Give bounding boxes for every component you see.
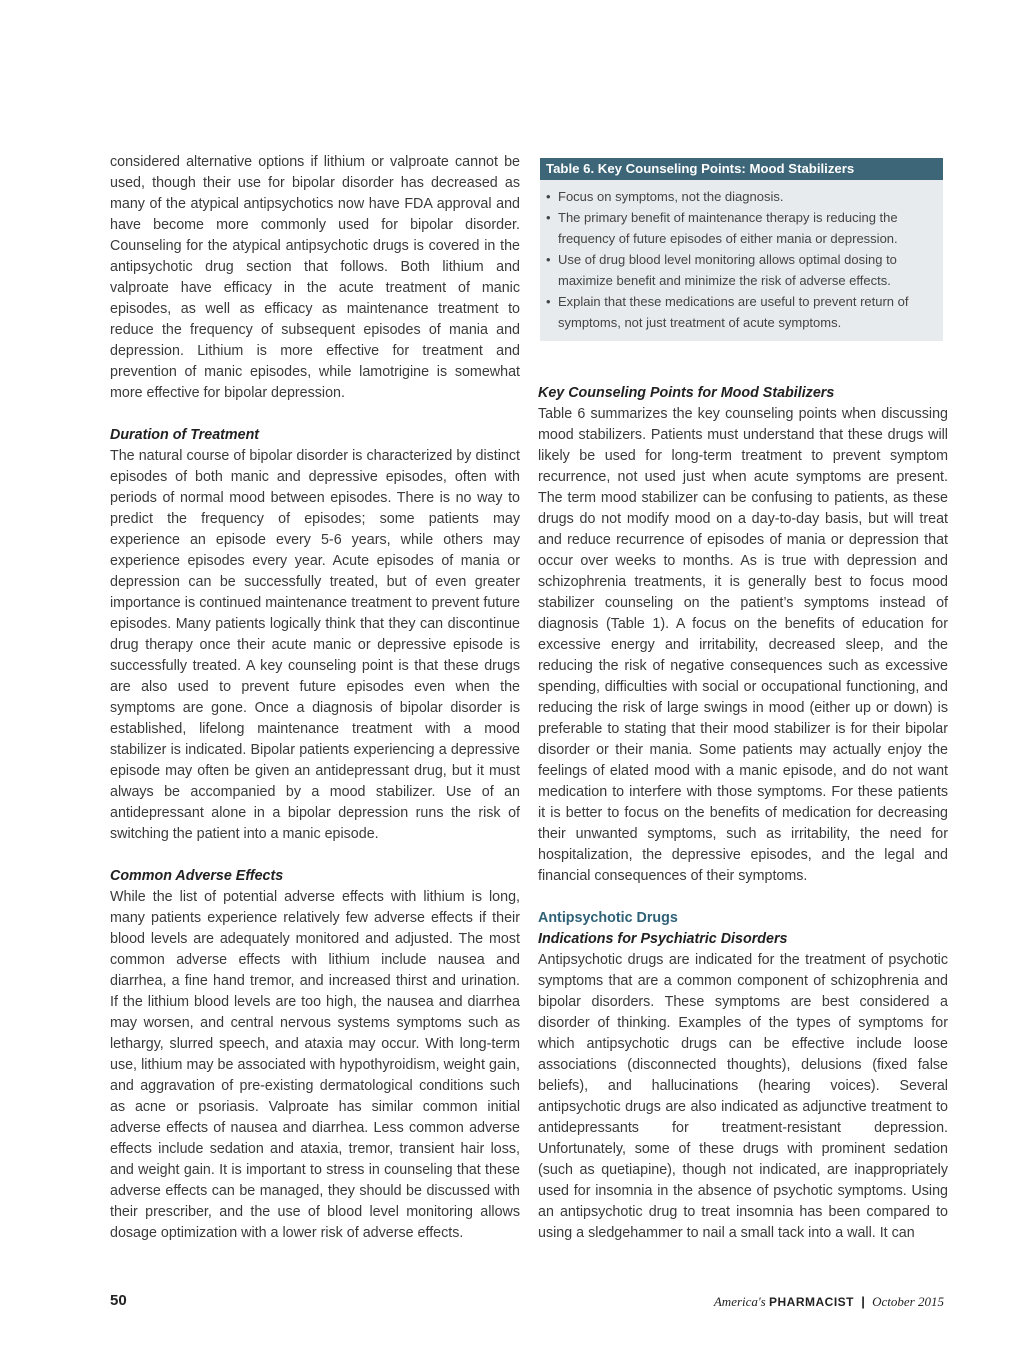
table-6-item: • Use of drug blood level monitoring allows optimal dosing to maximize benefit and minimize the risk of adverse effects. — [546, 249, 935, 291]
intro-paragraph: considered alternative options if lithium or valproate cannot be used, though their use for bipolar disorder has decreased as many of the atypical antipsychotics now have FDA approval and have become more commonly used for bipolar disorder. Counseling for the atypical antipsychotic drugs is covered in the antipsychotic drug section that follows. Both lithium and valproate have efficacy in the acute treatment of manic episodes, as well as efficacy as maintenance treatment to reduce the frequency of subsequent episodes of mania and depression. Lithium is more effective for treatment and prevention of manic episodes, while lamotrigine is somewhat more effective for bipolar depression. — [110, 154, 520, 401]
duration-paragraph: The natural course of bipolar disorder is characterized by distinct episodes of both manic and depressive episodes, often with periods of normal mood between episodes. There is no way to predict the frequency of episodes; some patients may experience an episode every 5-6 years, while others may experience episodes every year. Acute episodes of mania or depression can be successfully treated, but of even greater importance is continued maintenance treatment to prevent future episodes. Many patients logically think that they can discontinue drug therapy once their acute manic or depressive episode is successfully treated. A key counseling point is that these drugs are also used to prevent future episodes even when the symptoms are gone. Once a diagnosis of bipolar disorder is established, lifelong maintenance treatment with a mood stabilizer is indicated. Bipolar patients experiencing a depressive episode may often be given an antidepressant drug, but it must always be accompanied by a mood stabilizer. Use of an antidepressant alone in a bipolar depression runs the risk of switching the patient into a manic episode. — [110, 448, 520, 842]
key-counseling-heading: Key Counseling Points for Mood Stabilizers — [538, 385, 835, 401]
adverse-effects-heading: Common Adverse Effects — [110, 868, 284, 884]
magazine-name-bold: PHARMACIST — [769, 1295, 854, 1309]
table-6-item: • Explain that these medications are useful to prevent return of symptoms, not just treatment of acute symptoms. — [546, 291, 935, 333]
right-column — [538, 383, 948, 1244]
bullet-icon: • — [546, 294, 551, 309]
footer-separator: | — [861, 1294, 865, 1309]
left-column — [110, 152, 520, 1244]
table-6-title: Table 6. Key Counseling Points: Mood Stabilizers — [540, 158, 943, 180]
key-counseling-paragraph: Table 6 summarizes the key counseling points when discussing mood stabilizers. Patients must understand that these drugs will likely be used for long-term treatment to prevent symptom recurrence, not used just when acute symptoms are present. The term mood stabilizer can be confusing to patients, as these drugs do not modify mood on a day-to-day basis, but will treat and reduce recurrence of episodes of mania or depression that occur over weeks to months. As is true with depression and schizophrenia treatments, it is generally best to focus mood stabilizer counseling on the patient’s symptoms instead of diagnosis (Table 1). A focus on the benefits of education for excessive energy and irritability, decreased sleep, and the reducing the risk of negative consequences such as excessive spending, difficulties with social or occupational functioning, and reducing the risk of large swings in mood (either up or down) is preferable to stating that their mood stabilizer is for their bipolar disorder or their mania. Some patients may actually enjoy the feelings of elated mood with a manic episode, and do not want medication to interfere with those symptoms. For these patients it is better to focus on the benefits of medication for decreasing their unwanted symptoms, such as irritability, the need for hospitalization, the depressive episodes, and the legal and financial consequences of their symptoms. — [538, 406, 948, 884]
table-6-item: • The primary benefit of maintenance therapy is reducing the frequency of future episodes of either mania or depression. — [546, 207, 935, 249]
table-6-key-counseling-points — [540, 158, 943, 341]
table-6-item: • Focus on symptoms, not the diagnosis. — [546, 186, 935, 207]
indications-paragraph: Antipsychotic drugs are indicated for the treatment of psychotic symptoms that are a common component of schizophrenia and bipolar disorders. These symptoms are best considered a disorder of thinking. Examples of the types of symptoms for which antipsychotic drugs can be effective include loose associations (disconnected thoughts), delusions (fixed false beliefs), and hallucinations (hearing voices). Several antipsychotic drugs are also indicated as adjunctive treatment to antidepressants for treatment-resistant depression. Unfortunately, some of these drugs with prominent sedation (such as quetiapine), though not indicated, are inappropriately used for insomnia in the absence of psychotic symptoms. Using an antipsychotic drug to treat insomnia has been compared to using a sledgehammer to nail a small tack into a wall. It can — [538, 952, 948, 1241]
magazine-footer — [714, 1294, 944, 1310]
adverse-effects-paragraph: While the list of potential adverse effects with lithium is long, many patients experience relatively few adverse effects if their blood levels are adequately monitored and adjusted. The most common adverse effects with lithium include nausea and diarrhea, a fine hand tremor, and increased thirst and urination. If the lithium blood levels are too high, the nausea and diarrhea may worsen, and central nervous systems symptoms such as lethargy, slurred speech, and ataxia may occur. With long-term use, lithium may be associated with hypothyroidism, weight gain, and aggravation of pre-existing dermatological conditions such as acne or psoriasis. Valproate has similar common initial adverse effects of nausea and diarrhea. Less common adverse effects include sedation and ataxia, tremor, transient hair loss, and weight gain. It is important to stress in counseling that these adverse effects can be managed, they should be discussed with their prescriber, and the use of blood level monitoring allows dosage optimization with a lower risk of adverse effects. — [110, 889, 520, 1241]
magazine-name-italic: America's — [713, 1294, 766, 1309]
bullet-icon: • — [546, 189, 551, 204]
issue-date: October 2015 — [872, 1294, 944, 1309]
bullet-icon: • — [546, 210, 551, 225]
table-6-list — [540, 180, 943, 333]
indications-heading: Indications for Psychiatric Disorders — [538, 931, 788, 947]
bullet-icon: • — [546, 252, 551, 267]
antipsychotic-drugs-heading: Antipsychotic Drugs — [538, 910, 678, 926]
page-number: 50 — [110, 1292, 127, 1309]
duration-heading: Duration of Treatment — [110, 427, 260, 443]
